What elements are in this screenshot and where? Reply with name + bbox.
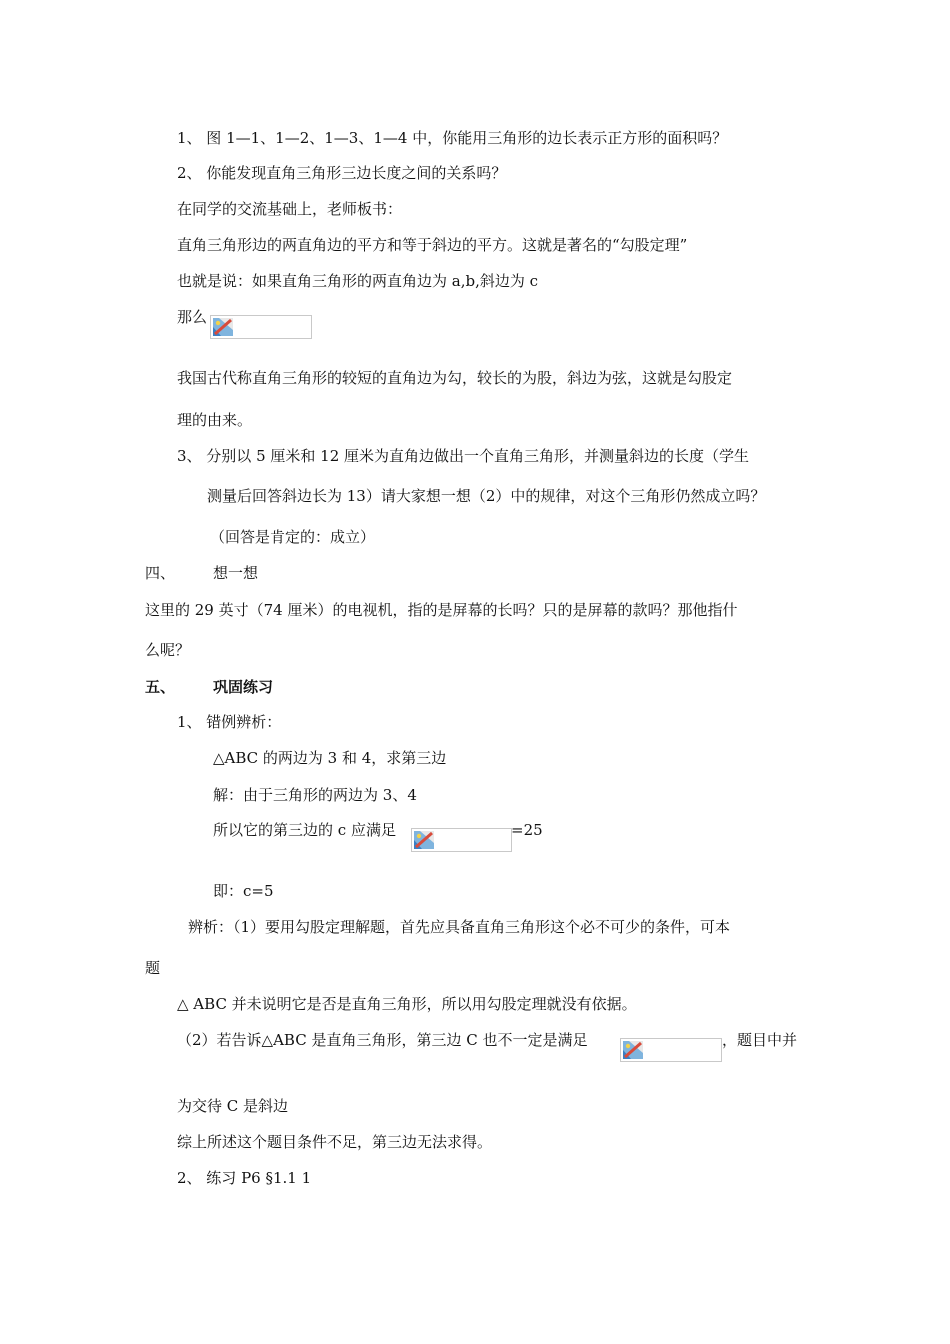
question-2: 2、 你能发现直角三角形三边长度之间的关系吗？ bbox=[177, 164, 507, 182]
history-note-1: 我国古代称直角三角形的较短的直角边为勾，较长的为股，斜边为弦，这就是勾股定 bbox=[177, 369, 733, 387]
section-4-title: 想一想 bbox=[213, 564, 259, 582]
theorem-statement: 直角三角形边的两直角边的平方和等于斜边的平方。这就是著名的“勾股定理” bbox=[177, 236, 688, 254]
formula-lead: 那么 bbox=[177, 308, 208, 326]
tv-question-continued: 么呢？ bbox=[145, 641, 191, 659]
analysis-1-continued: △ ABC 并未说明它是否是直角三角形，所以用勾股定理就没有依据。 bbox=[177, 995, 637, 1013]
analysis-2: （2）若告诉△ABC 是直角三角形，第三边 C 也不一定是满足 bbox=[177, 1031, 588, 1049]
theorem-restated: 也就是说：如果直角三角形的两直角边为 a,b,斜边为 c bbox=[177, 272, 539, 290]
analysis-1: 辨析：（1）要用勾股定理解题，首先应具备直角三角形这个必不可少的条件，可本 bbox=[188, 918, 731, 936]
question-3: 3、 分别以 5 厘米和 12 厘米为直角边做出一个直角三角形，并测量斜边的长度（学生 bbox=[177, 447, 750, 465]
board-intro: 在同学的交流基础上，老师板书： bbox=[177, 200, 403, 218]
question-1: 1、 图 1—1、1—2、1—3、1—4 中，你能用三角形的边长表示正方形的面积吗？ bbox=[177, 129, 728, 147]
formula-image-3 bbox=[620, 1038, 722, 1062]
question-3-continued: 测量后回答斜边长为 13）请大家想一想（2）中的规律，对这个三角形仍然成立吗？ bbox=[207, 487, 766, 505]
broken-image-icon bbox=[414, 831, 434, 849]
section-4-number: 四、 bbox=[145, 564, 176, 582]
exercise-problem: △ABC 的两边为 3 和 4，求第三边 bbox=[213, 749, 447, 767]
exercise-condition: 所以它的第三边的 c 应满足 bbox=[213, 821, 396, 839]
broken-image-icon bbox=[213, 318, 233, 336]
analysis-1-wrap: 题 bbox=[145, 959, 161, 977]
tv-question: 这里的 29 英寸（74 厘米）的电视机，指的是屏幕的长吗？只的是屏幕的款吗？那他指什 bbox=[145, 601, 738, 619]
exercise-solution: 解：由于三角形的两边为 3、4 bbox=[213, 786, 417, 804]
answer-note: （回答是肯定的：成立） bbox=[210, 528, 376, 546]
history-note-2: 理的由来。 bbox=[177, 411, 253, 429]
formula-image-2 bbox=[411, 828, 512, 852]
exercise-1-heading: 1、 错例辨析： bbox=[177, 713, 282, 731]
analysis-2-continued: 为交待 C 是斜边 bbox=[177, 1097, 289, 1115]
section-5-title: 巩固练习 bbox=[213, 678, 274, 696]
exercise-condition-result: =25 bbox=[511, 821, 543, 839]
exercise-answer: 即：c=5 bbox=[213, 882, 274, 900]
broken-image-icon bbox=[623, 1041, 643, 1059]
analysis-2-tail: ，题目中并 bbox=[722, 1031, 798, 1049]
formula-image-1 bbox=[210, 315, 312, 339]
exercise-2: 2、 练习 P6 §1.1 1 bbox=[177, 1169, 312, 1187]
conclusion: 综上所述这个题目条件不足，第三边无法求得。 bbox=[177, 1133, 493, 1151]
section-5-number: 五、 bbox=[145, 678, 176, 696]
